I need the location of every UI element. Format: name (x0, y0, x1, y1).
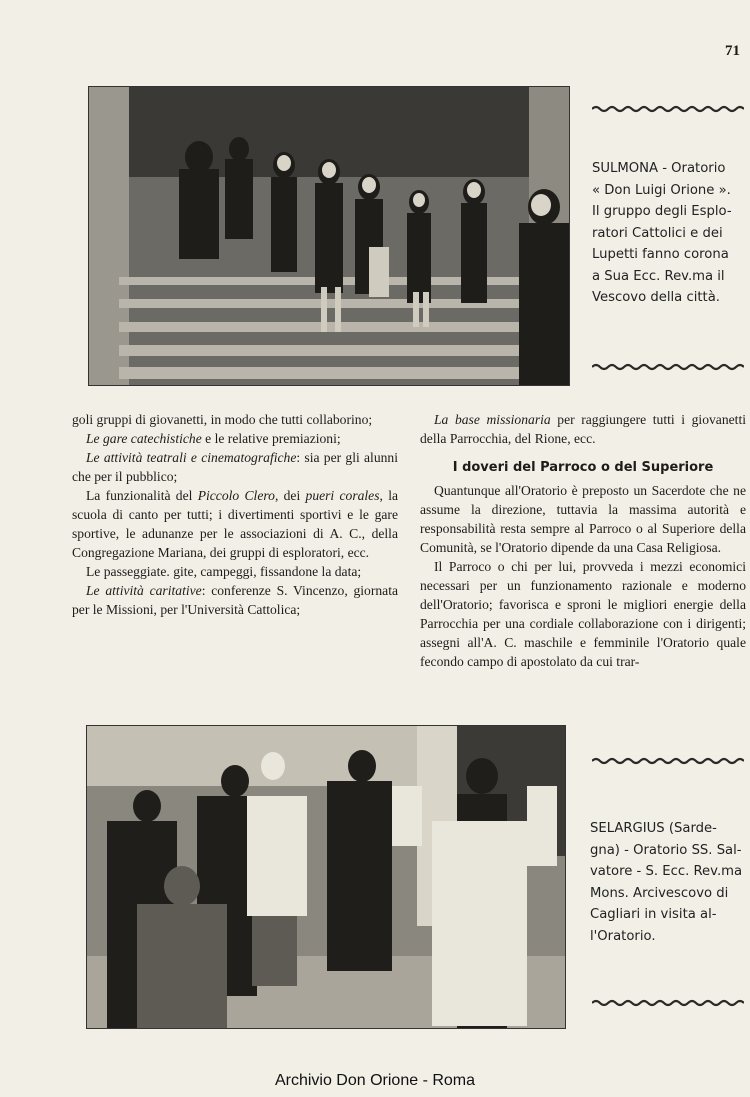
text: , dei (274, 488, 306, 503)
right-text-column (420, 410, 746, 671)
emphasis: Piccolo Clero (197, 488, 275, 503)
paragraph (72, 429, 398, 448)
emphasis: pueri corales (305, 488, 380, 503)
caption-line: SELARGIUS (Sarde- (590, 821, 717, 836)
decorative-wave-divider (592, 756, 744, 766)
caption-line: ratori Cattolici e dei (592, 225, 723, 241)
text: e le relative premiazioni; (201, 431, 341, 446)
decorative-wave-divider (592, 998, 744, 1008)
caption-line: Vescovo della città. (592, 290, 720, 305)
paragraph: Le passeggiate. gite, campeggi, fissandone la data; (86, 564, 362, 579)
caption-line: Il gruppo degli Esplo- (592, 204, 732, 219)
text: : conferenze S. Vincenzo, giornata per le Missioni, per l'Università Cattolica; (72, 583, 398, 617)
paragraph (420, 410, 746, 448)
caption-line: Mons. Arcivescovo di (590, 885, 729, 901)
caption-selargius (590, 818, 750, 947)
archive-footer: Archivio Don Orione - Roma (274, 1072, 476, 1089)
left-text-column (72, 410, 398, 619)
page-number: 71 (725, 43, 740, 59)
paragraph (72, 448, 398, 486)
photo-sulmona-scouts (88, 86, 570, 386)
paragraph: Il Parroco o chi per lui, provveda i mezzi economici necessari per un funzionamento razionale e moderno dell'Oratorio; favorisca e sproni le migliori energie della Parrocchia per una cordiale collaborazione con i dirigenti; assegni all'A. C. maschile e femminile l'Oratorio quale fecondo campo di apostolato da cui trar- (420, 559, 746, 669)
emphasis: La base missionaria (434, 412, 551, 427)
text: per raggiungere tutti i giovanetti della Parrocchia, del Rione, ecc. (420, 412, 746, 446)
caption-line: Cagliari in visita al- (590, 907, 717, 922)
caption-line: l'Oratorio. (590, 928, 656, 944)
photo-selargius-visit (86, 725, 566, 1029)
caption-sulmona (592, 158, 750, 309)
emphasis: Le attività caritative (86, 583, 202, 598)
paragraph: goli gruppi di giovanetti, in modo che tutti collaborino; (72, 412, 373, 427)
caption-line: a Sua Ecc. Rev.ma il (592, 268, 725, 284)
caption-line: vatore - S. Ecc. Rev.ma (590, 864, 743, 879)
paragraph (72, 581, 398, 619)
text: : sia per gli alunni che per il pubblico; (72, 450, 398, 484)
paragraph: Quantunque all'Oratorio è preposto un Sacerdote che ne assume la direzione, tuttavia la massima autorità e responsabilità resta sempre al Parroco o al Superiore della Comunità, se l'Oratorio dipende da una Casa Religiosa. (420, 483, 746, 555)
text: La funzionalità del (86, 488, 198, 503)
decorative-wave-divider (592, 362, 744, 372)
caption-line: SULMONA - Oratorio (592, 161, 726, 176)
decorative-wave-divider (592, 104, 744, 114)
caption-line: gna) - Oratorio SS. Sal- (590, 842, 742, 858)
emphasis: Le attività teatrali e cinematografiche (86, 450, 297, 465)
paragraph (72, 486, 398, 562)
text: , la scuola di canto per tutti; i divertimenti sportivi e le gare sportive, le adunanze per le associazioni di A. C., della Congregazione Mariana, dei gruppi di esploratori, ecc. (72, 488, 398, 560)
section-heading: I doveri del Parroco o del Superiore (452, 460, 714, 475)
caption-line: « Don Luigi Orione ». (592, 182, 731, 198)
emphasis: Le gare catechistiche (86, 431, 202, 446)
caption-line: Lupetti fanno corona (592, 247, 729, 262)
